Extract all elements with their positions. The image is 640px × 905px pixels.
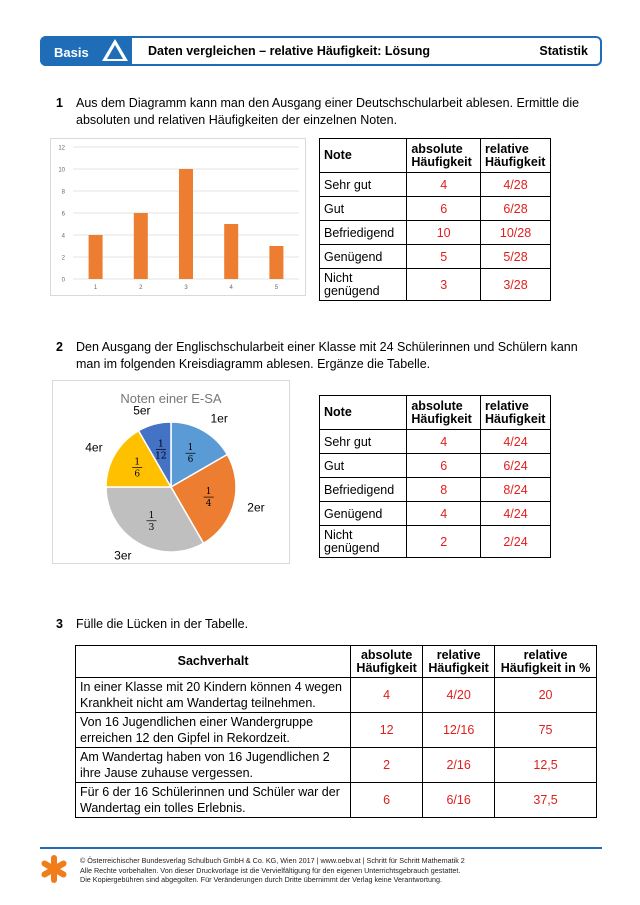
table-row bbox=[76, 783, 597, 818]
table1-cell-abs: 5 bbox=[407, 245, 481, 269]
table1-header-rel: relative Häufigkeit bbox=[481, 139, 551, 173]
table2-cell-note: Gut bbox=[320, 454, 407, 478]
table3-cell-rel: 6/16 bbox=[423, 783, 495, 818]
pie-chart-frame bbox=[52, 380, 290, 564]
table1-cell-abs: 10 bbox=[407, 221, 481, 245]
table-row bbox=[76, 713, 597, 748]
x-tick-label: 5 bbox=[274, 285, 279, 291]
footer-line2: Alle Rechte vorbehalten. Von dieser Druckvorlage ist die Vervielfältigung für den eigenen Unterrichtsgebrauch gestattet. bbox=[80, 865, 461, 875]
pie-fraction-denominator: 4 bbox=[205, 499, 212, 510]
y-tick-label: 0 bbox=[61, 277, 65, 284]
table1-header-row bbox=[320, 139, 551, 173]
pie-category-label: 1er bbox=[210, 411, 228, 426]
table2 bbox=[319, 395, 551, 558]
pie-category-label: 2er bbox=[247, 500, 265, 515]
task3-number: 3 bbox=[56, 617, 63, 631]
table2-cell-abs: 8 bbox=[407, 478, 481, 502]
y-tick-label: 8 bbox=[61, 189, 65, 196]
table2-cell-rel: 4/24 bbox=[481, 430, 551, 454]
task2-text bbox=[76, 339, 578, 373]
table1-cell-note: Nicht genügend bbox=[320, 269, 407, 301]
y-tick-label: 2 bbox=[61, 255, 65, 262]
table3-cell-abs: 12 bbox=[351, 713, 423, 748]
x-tick-label: 3 bbox=[184, 285, 188, 291]
pie-category-label: 5er bbox=[133, 403, 151, 418]
table3-header-sach: Sachverhalt bbox=[76, 646, 351, 678]
table1-cell-abs: 4 bbox=[407, 173, 481, 197]
footer-line1: © Österreichischer Bundesverlag Schulbuch GmbH & Co. KG, Wien 2017 | www.oebv.at | Schritt für Schritt Mathematik 2 bbox=[80, 856, 465, 865]
table1-cell-note: Gut bbox=[320, 197, 407, 221]
table3-cell-sachverhalt: Von 16 Jugendlichen einer Wandergruppe erreichen 12 den Gipfel in Rekordzeit. bbox=[76, 713, 351, 748]
pie-fraction-denominator: 12 bbox=[155, 451, 167, 462]
table2-header-rel: relative Häufigkeit bbox=[481, 396, 551, 430]
bar-chart bbox=[51, 139, 305, 295]
table2-cell-note: Nicht genügend bbox=[320, 526, 407, 558]
table-row bbox=[76, 678, 597, 713]
table2-cell-note: Genügend bbox=[320, 502, 407, 526]
table-row bbox=[76, 748, 597, 783]
table2-header-note: Note bbox=[320, 396, 407, 430]
task2-text-line1: Den Ausgang der Englischschularbeit einer Klasse mit 24 Schülerinnen und Schülern kann bbox=[76, 340, 578, 354]
table3-cell-sachverhalt: In einer Klasse mit 20 Kindern können 4 wegen Krankheit nicht am Wandertag teilnehmen. bbox=[76, 678, 351, 713]
table3-cell-pct: 75 bbox=[495, 713, 597, 748]
table2-cell-note: Befriedigend bbox=[320, 478, 407, 502]
pie-category-label: 3er bbox=[114, 548, 132, 563]
footer-rule bbox=[40, 847, 602, 849]
table3 bbox=[75, 645, 597, 818]
table1-cell-abs: 6 bbox=[407, 197, 481, 221]
table3-header-row bbox=[76, 646, 597, 678]
x-tick-label: 1 bbox=[93, 285, 98, 291]
bar bbox=[89, 235, 103, 279]
table1-cell-rel: 3/28 bbox=[481, 269, 551, 301]
task3-text: Fülle die Lücken in der Tabelle. bbox=[76, 617, 249, 631]
table2-cell-rel: 2/24 bbox=[481, 526, 551, 558]
level-triangle-icon bbox=[100, 37, 130, 63]
publisher-star-icon bbox=[40, 854, 68, 884]
pie-fraction-numerator: 1 bbox=[134, 457, 141, 468]
pie-chart bbox=[53, 381, 289, 563]
table2-header-row bbox=[320, 396, 551, 430]
table1-cell-abs: 3 bbox=[407, 269, 481, 301]
table2-cell-abs: 6 bbox=[407, 454, 481, 478]
table1-header-abs: absolute Häufigkeit bbox=[407, 139, 481, 173]
table3-cell-rel: 12/16 bbox=[423, 713, 495, 748]
table-row bbox=[320, 502, 551, 526]
table-row bbox=[320, 221, 551, 245]
table1-cell-rel: 6/28 bbox=[481, 197, 551, 221]
table1 bbox=[319, 138, 551, 301]
footer-copyright bbox=[80, 856, 465, 885]
pie-fraction-numerator: 1 bbox=[187, 443, 194, 454]
level-badge bbox=[40, 36, 132, 66]
pie-title: Noten einer E-SA bbox=[120, 391, 222, 406]
table3-cell-rel: 4/20 bbox=[423, 678, 495, 713]
table-row bbox=[320, 197, 551, 221]
level-badge-label: Basis bbox=[54, 45, 89, 60]
x-tick-label: 4 bbox=[229, 285, 233, 291]
table2-cell-abs: 4 bbox=[407, 502, 481, 526]
task1-text bbox=[76, 95, 579, 129]
pie-fraction-denominator: 3 bbox=[148, 522, 155, 533]
pie-category-label: 4er bbox=[85, 440, 103, 455]
table-row bbox=[320, 454, 551, 478]
task2-text-line2: man im folgenden Kreisdiagramm ablesen. Ergänze die Tabelle. bbox=[76, 357, 431, 371]
bar bbox=[134, 213, 148, 279]
pie-fraction-denominator: 6 bbox=[187, 455, 194, 466]
page-header bbox=[40, 36, 602, 66]
pie-fraction-numerator: 1 bbox=[205, 487, 212, 498]
table1-cell-rel: 5/28 bbox=[481, 245, 551, 269]
table2-cell-rel: 4/24 bbox=[481, 502, 551, 526]
table2-cell-abs: 4 bbox=[407, 430, 481, 454]
table2-cell-note: Sehr gut bbox=[320, 430, 407, 454]
table-row bbox=[320, 478, 551, 502]
table-row bbox=[320, 173, 551, 197]
task2-number: 2 bbox=[56, 340, 63, 354]
y-tick-label: 10 bbox=[58, 167, 65, 174]
table2-cell-rel: 8/24 bbox=[481, 478, 551, 502]
table2-cell-abs: 2 bbox=[407, 526, 481, 558]
table3-header-pct: relative Häufigkeit in % bbox=[495, 646, 597, 678]
table3-cell-abs: 2 bbox=[351, 748, 423, 783]
page-title: Daten vergleichen – relative Häufigkeit: Lösung bbox=[148, 44, 431, 58]
table2-cell-rel: 6/24 bbox=[481, 454, 551, 478]
table3-cell-abs: 6 bbox=[351, 783, 423, 818]
task1-number: 1 bbox=[56, 96, 63, 110]
footer-line3: Die Kopiergebühren sind abgegolten. Für Veränderungen durch Dritte übernimmt der Verlag keine Verantwortung. bbox=[80, 875, 442, 884]
table3-cell-sachverhalt: Für 6 der 16 Schülerinnen und Schüler war der Wandertag ein tolles Erlebnis. bbox=[76, 783, 351, 818]
table1-cell-rel: 10/28 bbox=[481, 221, 551, 245]
bar bbox=[224, 224, 238, 279]
table2-header-abs: absolute Häufigkeit bbox=[407, 396, 481, 430]
table3-cell-abs: 4 bbox=[351, 678, 423, 713]
bar-chart-frame bbox=[50, 138, 306, 296]
pie-fraction-denominator: 6 bbox=[134, 469, 141, 480]
y-tick-label: 6 bbox=[61, 211, 65, 218]
pie-fraction-numerator: 1 bbox=[148, 510, 155, 521]
table1-cell-note: Genügend bbox=[320, 245, 407, 269]
pie-fraction-numerator: 1 bbox=[158, 439, 164, 450]
bar bbox=[179, 169, 193, 279]
table3-header-rel: relative Häufigkeit bbox=[423, 646, 495, 678]
table1-header-note: Note bbox=[320, 139, 407, 173]
table-row bbox=[320, 269, 551, 301]
table3-header-abs: absolute Häufigkeit bbox=[351, 646, 423, 678]
table3-cell-pct: 20 bbox=[495, 678, 597, 713]
table-row bbox=[320, 245, 551, 269]
table3-cell-rel: 2/16 bbox=[423, 748, 495, 783]
table-row bbox=[320, 430, 551, 454]
table3-cell-pct: 37,5 bbox=[495, 783, 597, 818]
table1-cell-note: Befriedigend bbox=[320, 221, 407, 245]
bar bbox=[269, 246, 283, 279]
task1-text-line2: absoluten und relativen Häufigkeiten der einzelnen Noten. bbox=[76, 113, 398, 127]
table3-cell-pct: 12,5 bbox=[495, 748, 597, 783]
table1-cell-rel: 4/28 bbox=[481, 173, 551, 197]
table-row bbox=[320, 526, 551, 558]
table1-cell-note: Sehr gut bbox=[320, 173, 407, 197]
task1-text-line1: Aus dem Diagramm kann man den Ausgang einer Deutschschularbeit ablesen. Ermittle die bbox=[76, 96, 580, 110]
subject-label: Statistik bbox=[539, 44, 588, 58]
x-tick-label: 2 bbox=[139, 285, 143, 291]
table3-cell-sachverhalt: Am Wandertag haben von 16 Jugendlichen 2 ihre Jause zuhause vergessen. bbox=[76, 748, 351, 783]
y-tick-label: 4 bbox=[61, 233, 65, 240]
y-tick-label: 12 bbox=[58, 145, 65, 152]
